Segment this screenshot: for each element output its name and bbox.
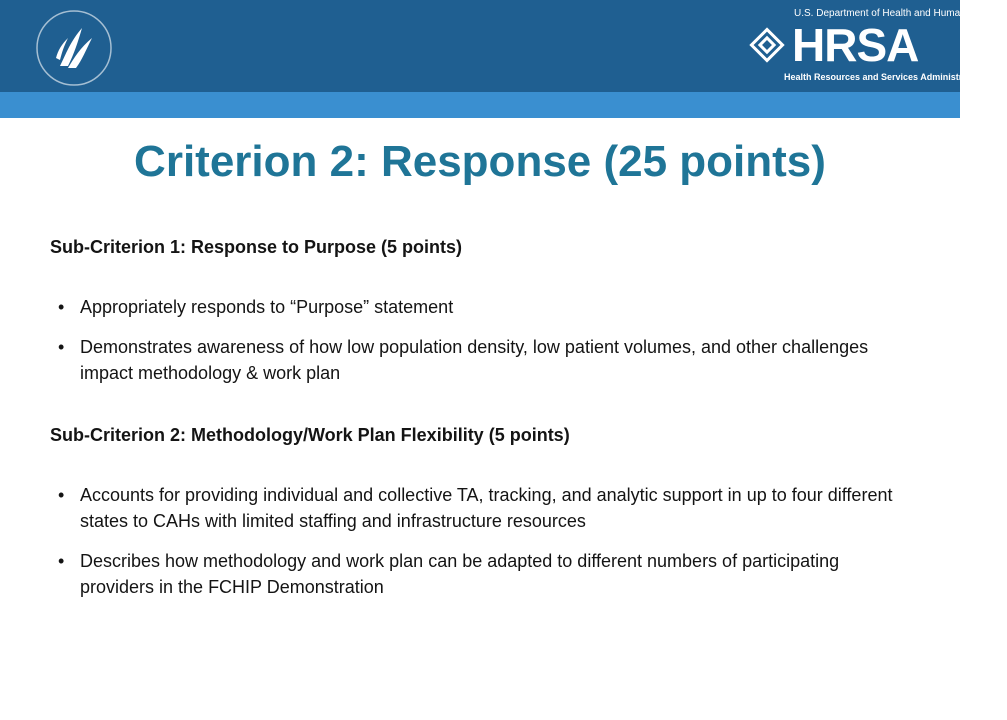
sub-criterion-2-heading: Sub-Criterion 2: Methodology/Work Plan Flexibility (5 points) (50, 425, 570, 445)
hrsa-department-text: U.S. Department of Health and Human Services (794, 8, 1007, 19)
sub-criterion-2-list (50, 482, 910, 600)
list-item (50, 334, 910, 386)
list-item (50, 482, 910, 534)
hhs-eagle-seal-icon (34, 8, 114, 88)
bullet-text: Appropriately responds to “Purpose” statement (80, 297, 454, 317)
list-item (50, 548, 910, 600)
hrsa-full-name: Health Resources and Services Administration (784, 72, 984, 82)
slide-title: Criterion 2: Response (25 points) (134, 137, 826, 186)
list-item (50, 294, 910, 320)
bullet-icon: • (58, 485, 65, 505)
header-accent-stripe (0, 92, 960, 118)
bullet-text: Demonstrates awareness of how low population density, low patient volumes, and other challenges impact methodology & work plan (80, 337, 869, 383)
hrsa-logo (748, 8, 1007, 86)
slide-content (50, 234, 910, 600)
sub-criterion-1-heading: Sub-Criterion 1: Response to Purpose (5 points) (50, 237, 463, 257)
bullet-text: Describes how methodology and work plan can be adapted to different numbers of participating providers in the FCHIP Demonstration (80, 551, 840, 597)
bullet-icon: • (58, 551, 65, 571)
bullet-text: Accounts for providing individual and collective TA, tracking, and analytic support in up to four different states to CAHs with limited staffing and infrastructure resources (80, 485, 893, 531)
bullet-icon: • (58, 297, 65, 317)
sub-criterion-1-list (50, 294, 910, 386)
bullet-icon: • (58, 337, 65, 357)
hrsa-wordmark: HRSA (792, 19, 919, 71)
